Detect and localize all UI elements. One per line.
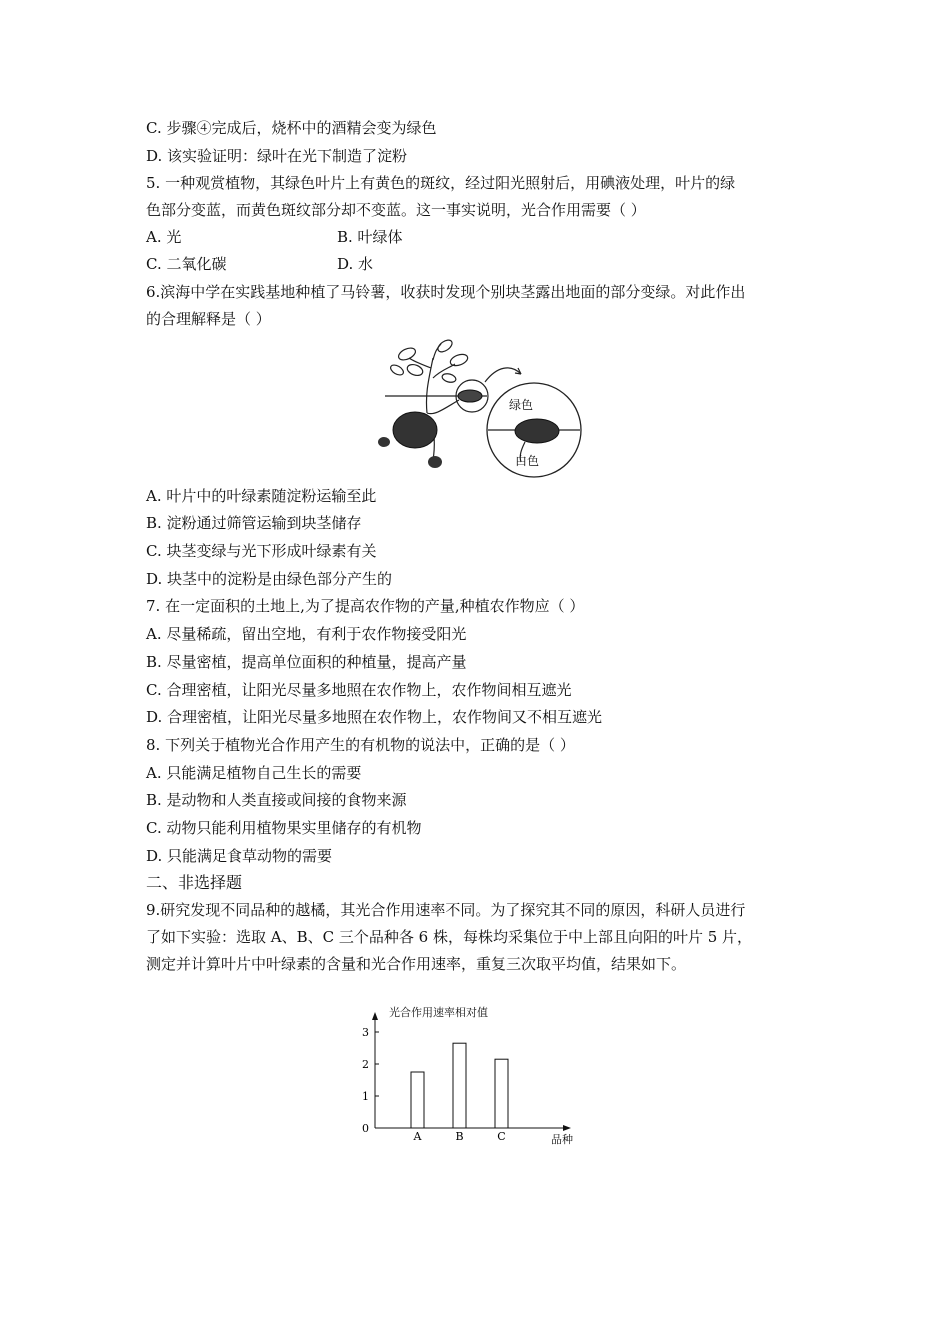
section-title: 二、非选择题	[146, 873, 243, 892]
q5-option-c: C. 二氧化碳	[146, 255, 227, 273]
q5-stem-line2: 色部分变蓝，而黄色斑纹部分却不变蓝。这一事实说明，光合作用需要（ ）	[146, 201, 646, 219]
q5-stem-line1: 5. 一种观赏植物，其绿色叶片上有黄色的斑纹，经过阳光照射后，用碘液处理，叶片的绿	[146, 174, 736, 192]
q5-option-a: A. 光	[146, 228, 182, 246]
x-axis-label: 品种	[551, 1133, 573, 1146]
q7-stem: 7. 在一定面积的土地上,为了提高农作物的产量,种植农作物应（ ）	[146, 597, 585, 615]
q9-stem-line3: 测定并计算叶片中叶绿素的含量和光合作用速率，重复三次取平均值，结果如下。	[146, 955, 687, 973]
y-tick-label: 2	[362, 1058, 369, 1071]
y-axis-label: 光合作用速率相对值	[389, 1006, 488, 1019]
label-green: 绿色	[509, 398, 534, 412]
potato-tuber-small	[378, 437, 390, 447]
bar-B	[453, 1043, 466, 1128]
q9-stem-line1: 9.研究发现不同品种的越橘，其光合作用速率不同。为了探究其不同的原因，科研人员进行	[146, 901, 746, 919]
y-axis-arrow-icon	[372, 1012, 378, 1020]
x-axis-arrow-icon	[563, 1125, 571, 1131]
q5-option-b: B. 叶绿体	[337, 228, 403, 246]
q8-stem: 8. 下列关于植物光合作用产生的有机物的说法中，正确的是（ ）	[146, 736, 575, 754]
q6-option-c: C. 块茎变绿与光下形成叶绿素有关	[146, 542, 377, 560]
arrow-icon	[485, 368, 521, 382]
q6-option-a: A. 叶片中的叶绿素随淀粉运输至此	[146, 487, 377, 505]
x-tick-label-C: C	[497, 1130, 506, 1143]
photosynthesis-bar-chart	[355, 1000, 595, 1150]
q6-stem-line2: 的合理解释是（ ）	[146, 310, 271, 328]
y-axis	[372, 1012, 378, 1128]
exposed-tuber	[458, 390, 482, 402]
x-tick-label-B: B	[455, 1130, 464, 1143]
q5-option-d: D. 水	[337, 255, 374, 273]
x-axis	[375, 1125, 571, 1131]
q7-option-a: A. 尽量稀疏，留出空地，有利于农作物接受阳光	[146, 625, 467, 643]
q8-option-c: C. 动物只能利用植物果实里储存的有机物	[146, 819, 422, 837]
potato-figure	[375, 338, 585, 478]
q9-stem-line2: 了如下实验：选取 A、B、C 三个品种各 6 株，每株均采集位于中上部且向阳的叶片 5 片，	[146, 928, 753, 946]
q4-option-c: C. 步骤④完成后，烧杯中的酒精会变为绿色	[146, 119, 437, 137]
q6-stem-line1: 6.滨海中学在实践基地种植了马铃薯，收获时发现个别块茎露出地面的部分变绿。对此作出	[146, 283, 746, 301]
q6-option-b: B. 淀粉通过筛管运输到块茎储存	[146, 514, 362, 532]
label-white: 白色	[515, 454, 540, 468]
potato-tuber	[393, 412, 437, 448]
magnified-tuber	[515, 419, 559, 443]
potato-tuber-small	[428, 456, 442, 468]
y-tick-label: 0	[362, 1122, 369, 1135]
q7-option-b: B. 尽量密植，提高单位面积的种植量，提高产量	[146, 653, 467, 671]
q7-option-d: D. 合理密植，让阳光尽量多地照在农作物上，农作物间又不相互遮光	[146, 708, 603, 726]
bar-A	[411, 1072, 424, 1128]
q7-option-c: C. 合理密植，让阳光尽量多地照在农作物上，农作物间相互遮光	[146, 681, 572, 699]
y-tick-label: 1	[362, 1090, 369, 1103]
q8-option-a: A. 只能满足植物自己生长的需要	[146, 764, 362, 782]
q6-option-d: D. 块茎中的淀粉是由绿色部分产生的	[146, 570, 393, 588]
bar-C	[495, 1059, 508, 1128]
x-tick-label-A: A	[413, 1130, 422, 1143]
q8-option-b: B. 是动物和人类直接或间接的食物来源	[146, 791, 407, 809]
q4-option-d: D. 该实验证明：绿叶在光下制造了淀粉	[146, 147, 408, 165]
y-tick-label: 3	[362, 1026, 369, 1039]
q8-option-d: D. 只能满足食草动物的需要	[146, 847, 333, 865]
